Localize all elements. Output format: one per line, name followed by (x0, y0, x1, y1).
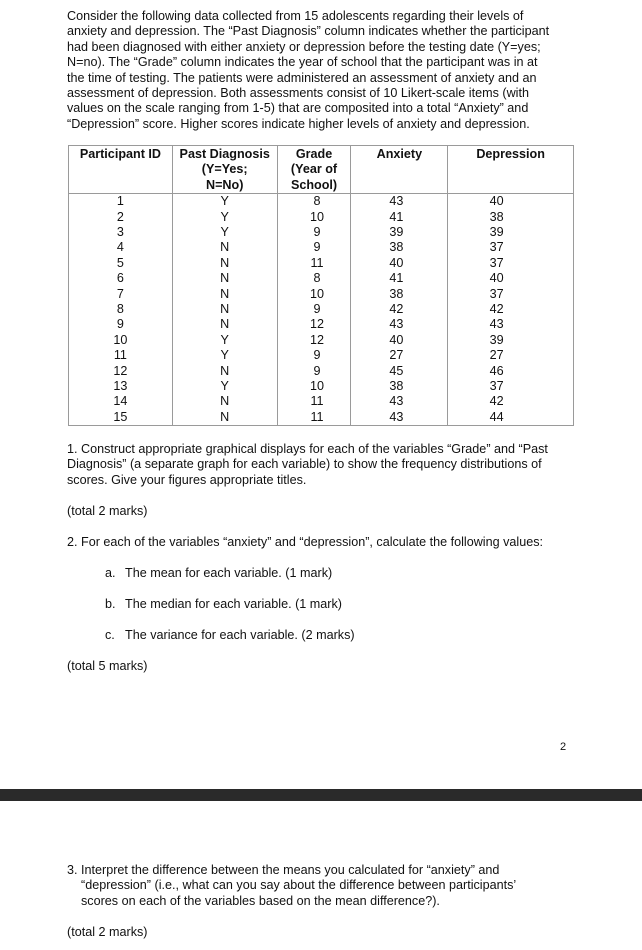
question-3-number: 3. (67, 863, 78, 877)
cell-grade: 9 (313, 363, 321, 378)
column-participant-id (69, 194, 173, 426)
intro-paragraph (67, 9, 567, 132)
intro-line: Consider the following data collected from 15 adolescents regarding their levels of (67, 9, 524, 23)
cell-participant-id: 10 (113, 332, 128, 347)
cell-anxiety: 43 (389, 317, 404, 332)
intro-line: N=no). The “Grade” column indicates the year of school that the participant was in at (67, 55, 538, 70)
intro-line: anxiety and depression. The “Past Diagnosis” column indicates whether the participant (67, 24, 550, 39)
cell-anxiety: 27 (389, 348, 404, 363)
intro-line: “Depression” score. Higher scores indicate higher levels of anxiety and depression. (67, 116, 530, 131)
cell-past-diagnosis: Y (220, 225, 229, 239)
cell-participant-id: 2 (116, 209, 124, 224)
cell-depression: 42 (489, 301, 504, 316)
cell-grade: 12 (310, 317, 325, 332)
cell-anxiety: 38 (389, 240, 404, 255)
cell-grade: 9 (313, 301, 321, 316)
question-1-total-marks: (total 2 marks) (67, 504, 148, 518)
question-2-total-marks: (total 5 marks) (67, 659, 148, 673)
table-body-row (69, 194, 574, 426)
cell-anxiety: 43 (389, 409, 404, 424)
cell-depression: 42 (489, 394, 504, 409)
cell-grade: 10 (310, 209, 325, 224)
cell-depression: 38 (489, 209, 504, 224)
cell-anxiety: 40 (389, 332, 404, 347)
cell-grade: 11 (310, 409, 324, 424)
cell-grade: 11 (310, 394, 324, 409)
cell-depression: 44 (489, 409, 504, 424)
cell-participant-id: 6 (116, 271, 124, 286)
cell-participant-id: 11 (113, 348, 127, 363)
intro-line: values on the scale ranging from 1-5) that are composited into a total “Anxiety” and (67, 101, 529, 116)
cell-anxiety: 41 (389, 271, 404, 286)
cell-past-diagnosis: Y (220, 378, 229, 393)
cell-grade: 11 (310, 255, 324, 270)
question-3-line: Interpret the difference between the means you calculated for “anxiety” and (81, 863, 500, 877)
cell-anxiety: 43 (389, 394, 404, 409)
question-3 (67, 863, 547, 909)
column-depression (448, 194, 574, 426)
cell-anxiety: 38 (389, 378, 404, 393)
column-past-diagnosis (172, 194, 277, 426)
cell-past-diagnosis: Y (220, 194, 229, 209)
question-3-line: scores on each of the variables based on the mean difference?). (81, 893, 440, 908)
cell-participant-id: 3 (116, 225, 124, 239)
header-past-diagnosis: Past Diagnosis (Y=Yes; N=No) (172, 146, 277, 194)
cell-past-diagnosis: Y (220, 209, 229, 224)
cell-participant-id: 13 (113, 378, 128, 393)
question-2-part-a: a. The mean for each variable. (1 mark) (105, 566, 333, 580)
cell-past-diagnosis: N (220, 317, 230, 332)
cell-past-diagnosis: N (220, 286, 230, 301)
question-1-line: scores. Give your figures appropriate titles. (67, 472, 307, 487)
cell-past-diagnosis: N (220, 363, 230, 378)
header-depression: Depression (448, 146, 574, 194)
cell-grade: 8 (313, 194, 321, 209)
cell-anxiety: 43 (389, 194, 404, 209)
cell-anxiety: 45 (389, 363, 404, 378)
cell-past-diagnosis: N (220, 301, 230, 316)
cell-depression: 37 (489, 378, 504, 393)
data-table (68, 145, 574, 426)
cell-grade: 9 (313, 225, 321, 239)
cell-participant-id: 4 (116, 240, 124, 255)
cell-participant-id: 7 (116, 286, 124, 301)
question-2: 2. For each of the variables “anxiety” and “depression”, calculate the following values: (67, 535, 544, 549)
page-number: 2 (560, 741, 567, 753)
question-2-part-c: c. The variance for each variable. (2 marks) (105, 628, 355, 642)
cell-participant-id: 8 (116, 301, 124, 316)
cell-depression: 37 (489, 286, 504, 301)
cell-past-diagnosis: Y (220, 348, 229, 363)
cell-depression: 39 (489, 225, 504, 239)
question-1-line: Diagnosis” (a separate graph for each variable) to show the frequency distributions of (67, 457, 542, 472)
cell-past-diagnosis: N (220, 394, 230, 409)
cell-past-diagnosis: N (220, 255, 230, 270)
cell-grade: 10 (310, 378, 325, 393)
cell-depression: 40 (489, 271, 504, 286)
cell-depression: 37 (489, 255, 504, 270)
cell-depression: 37 (489, 240, 504, 255)
cell-grade: 9 (313, 240, 321, 255)
cell-grade: 9 (313, 348, 321, 363)
question-3-total-marks: (total 2 marks) (67, 925, 148, 939)
intro-line: assessment of depression. Both assessments consist of 10 Likert-scale items (with (67, 86, 529, 101)
cell-depression: 27 (489, 348, 504, 363)
column-grade (277, 194, 351, 426)
question-2-part-b: b. The median for each variable. (1 mark) (105, 597, 342, 611)
cell-grade: 8 (313, 271, 321, 286)
header-anxiety: Anxiety (351, 146, 448, 194)
cell-participant-id: 5 (116, 255, 124, 270)
cell-participant-id: 15 (113, 409, 128, 424)
cell-depression: 46 (489, 363, 504, 378)
cell-anxiety: 38 (389, 286, 404, 301)
cell-participant-id: 14 (113, 394, 128, 409)
cell-depression: 40 (489, 194, 504, 209)
question-1-line: 1. Construct appropriate graphical displays for each of the variables “Grade” and “Past (67, 442, 548, 456)
table-header-row (69, 146, 574, 194)
column-anxiety (351, 194, 448, 426)
cell-past-diagnosis: N (220, 271, 230, 286)
question-1 (67, 442, 567, 488)
cell-anxiety: 40 (389, 255, 404, 270)
cell-anxiety: 41 (389, 209, 404, 224)
intro-line: the time of testing. The patients were administered an assessment of anxiety and an (67, 70, 537, 85)
cell-participant-id: 1 (116, 194, 124, 209)
cell-depression: 43 (489, 317, 504, 332)
cell-past-diagnosis: N (220, 240, 230, 255)
header-grade: Grade (Year of School) (277, 146, 351, 194)
intro-line: had been diagnosed with either anxiety or depression before the testing date (Y=yes; (67, 39, 541, 54)
question-3-line: “depression” (i.e., what can you say about the difference between participants’ (81, 878, 517, 893)
cell-past-diagnosis: Y (220, 332, 229, 347)
cell-grade: 10 (310, 286, 325, 301)
cell-participant-id: 9 (116, 317, 124, 332)
cell-anxiety: 42 (389, 301, 404, 316)
page-2 (0, 801, 642, 950)
page-separator (0, 789, 642, 801)
header-participant-id: Participant ID (69, 146, 173, 194)
cell-past-diagnosis: N (220, 409, 230, 424)
cell-anxiety: 39 (389, 225, 404, 239)
cell-depression: 39 (489, 332, 504, 347)
cell-participant-id: 12 (113, 363, 128, 378)
cell-grade: 12 (310, 332, 325, 347)
